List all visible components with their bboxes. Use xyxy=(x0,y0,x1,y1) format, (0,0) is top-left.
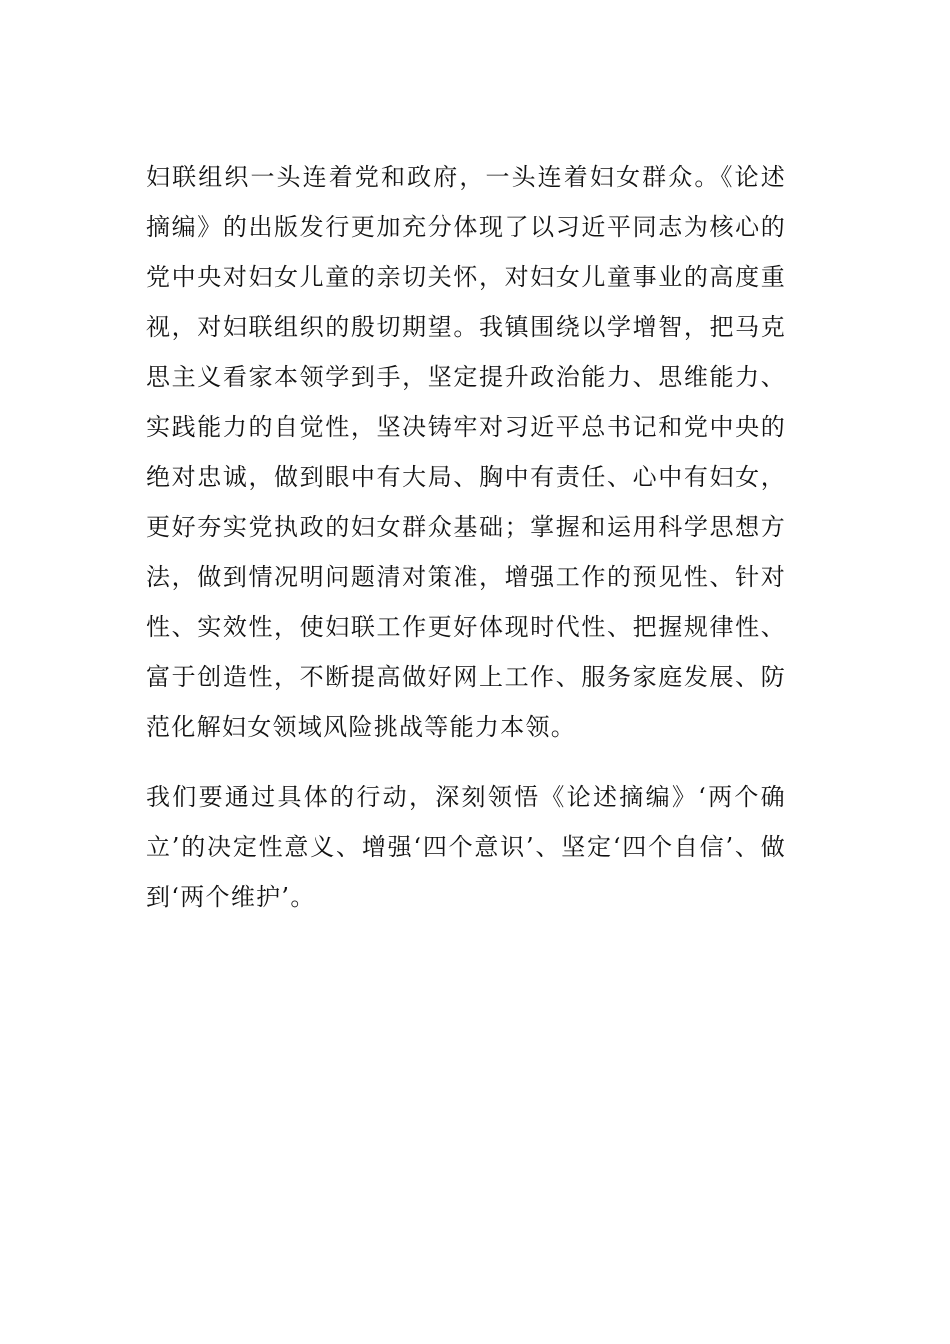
paragraph-2: 我们要通过具体的行动，深刻领悟《论述摘编》‘两个确立’的决定性意义、增强‘四个意识’、坚定‘四个自信’、做到‘两个维护’。 xyxy=(146,783,786,911)
paragraph-1: 妇联组织一头连着党和政府，一头连着妇女群众。《论述摘编》的出版发行更加充分体现了以习近平同志为核心的党中央对妇女儿童的亲切关怀，对妇女儿童事业的高度重视，对妇联组织的殷切期望。我镇围绕以学增智，把马克思主义看家本领学到手，坚定提升政治能力、思维能力、实践能力的自觉性，坚决铸牢对习近平总书记和党中央的绝对忠诚，做到眼中有大局、胸中有责任、心中有妇女，更好夯实党执政的妇女群众基础；掌握和运用科学思想方法，做到情况明问题清对策准，增强工作的预见性、针对性、实效性，使妇联工作更好体现时代性、把握规律性、富于创造性，不断提高做好网上工作、服务家庭发展、防范化解妇女领域风险挑战等能力本领。 xyxy=(146,163,786,741)
document-body xyxy=(146,152,786,922)
